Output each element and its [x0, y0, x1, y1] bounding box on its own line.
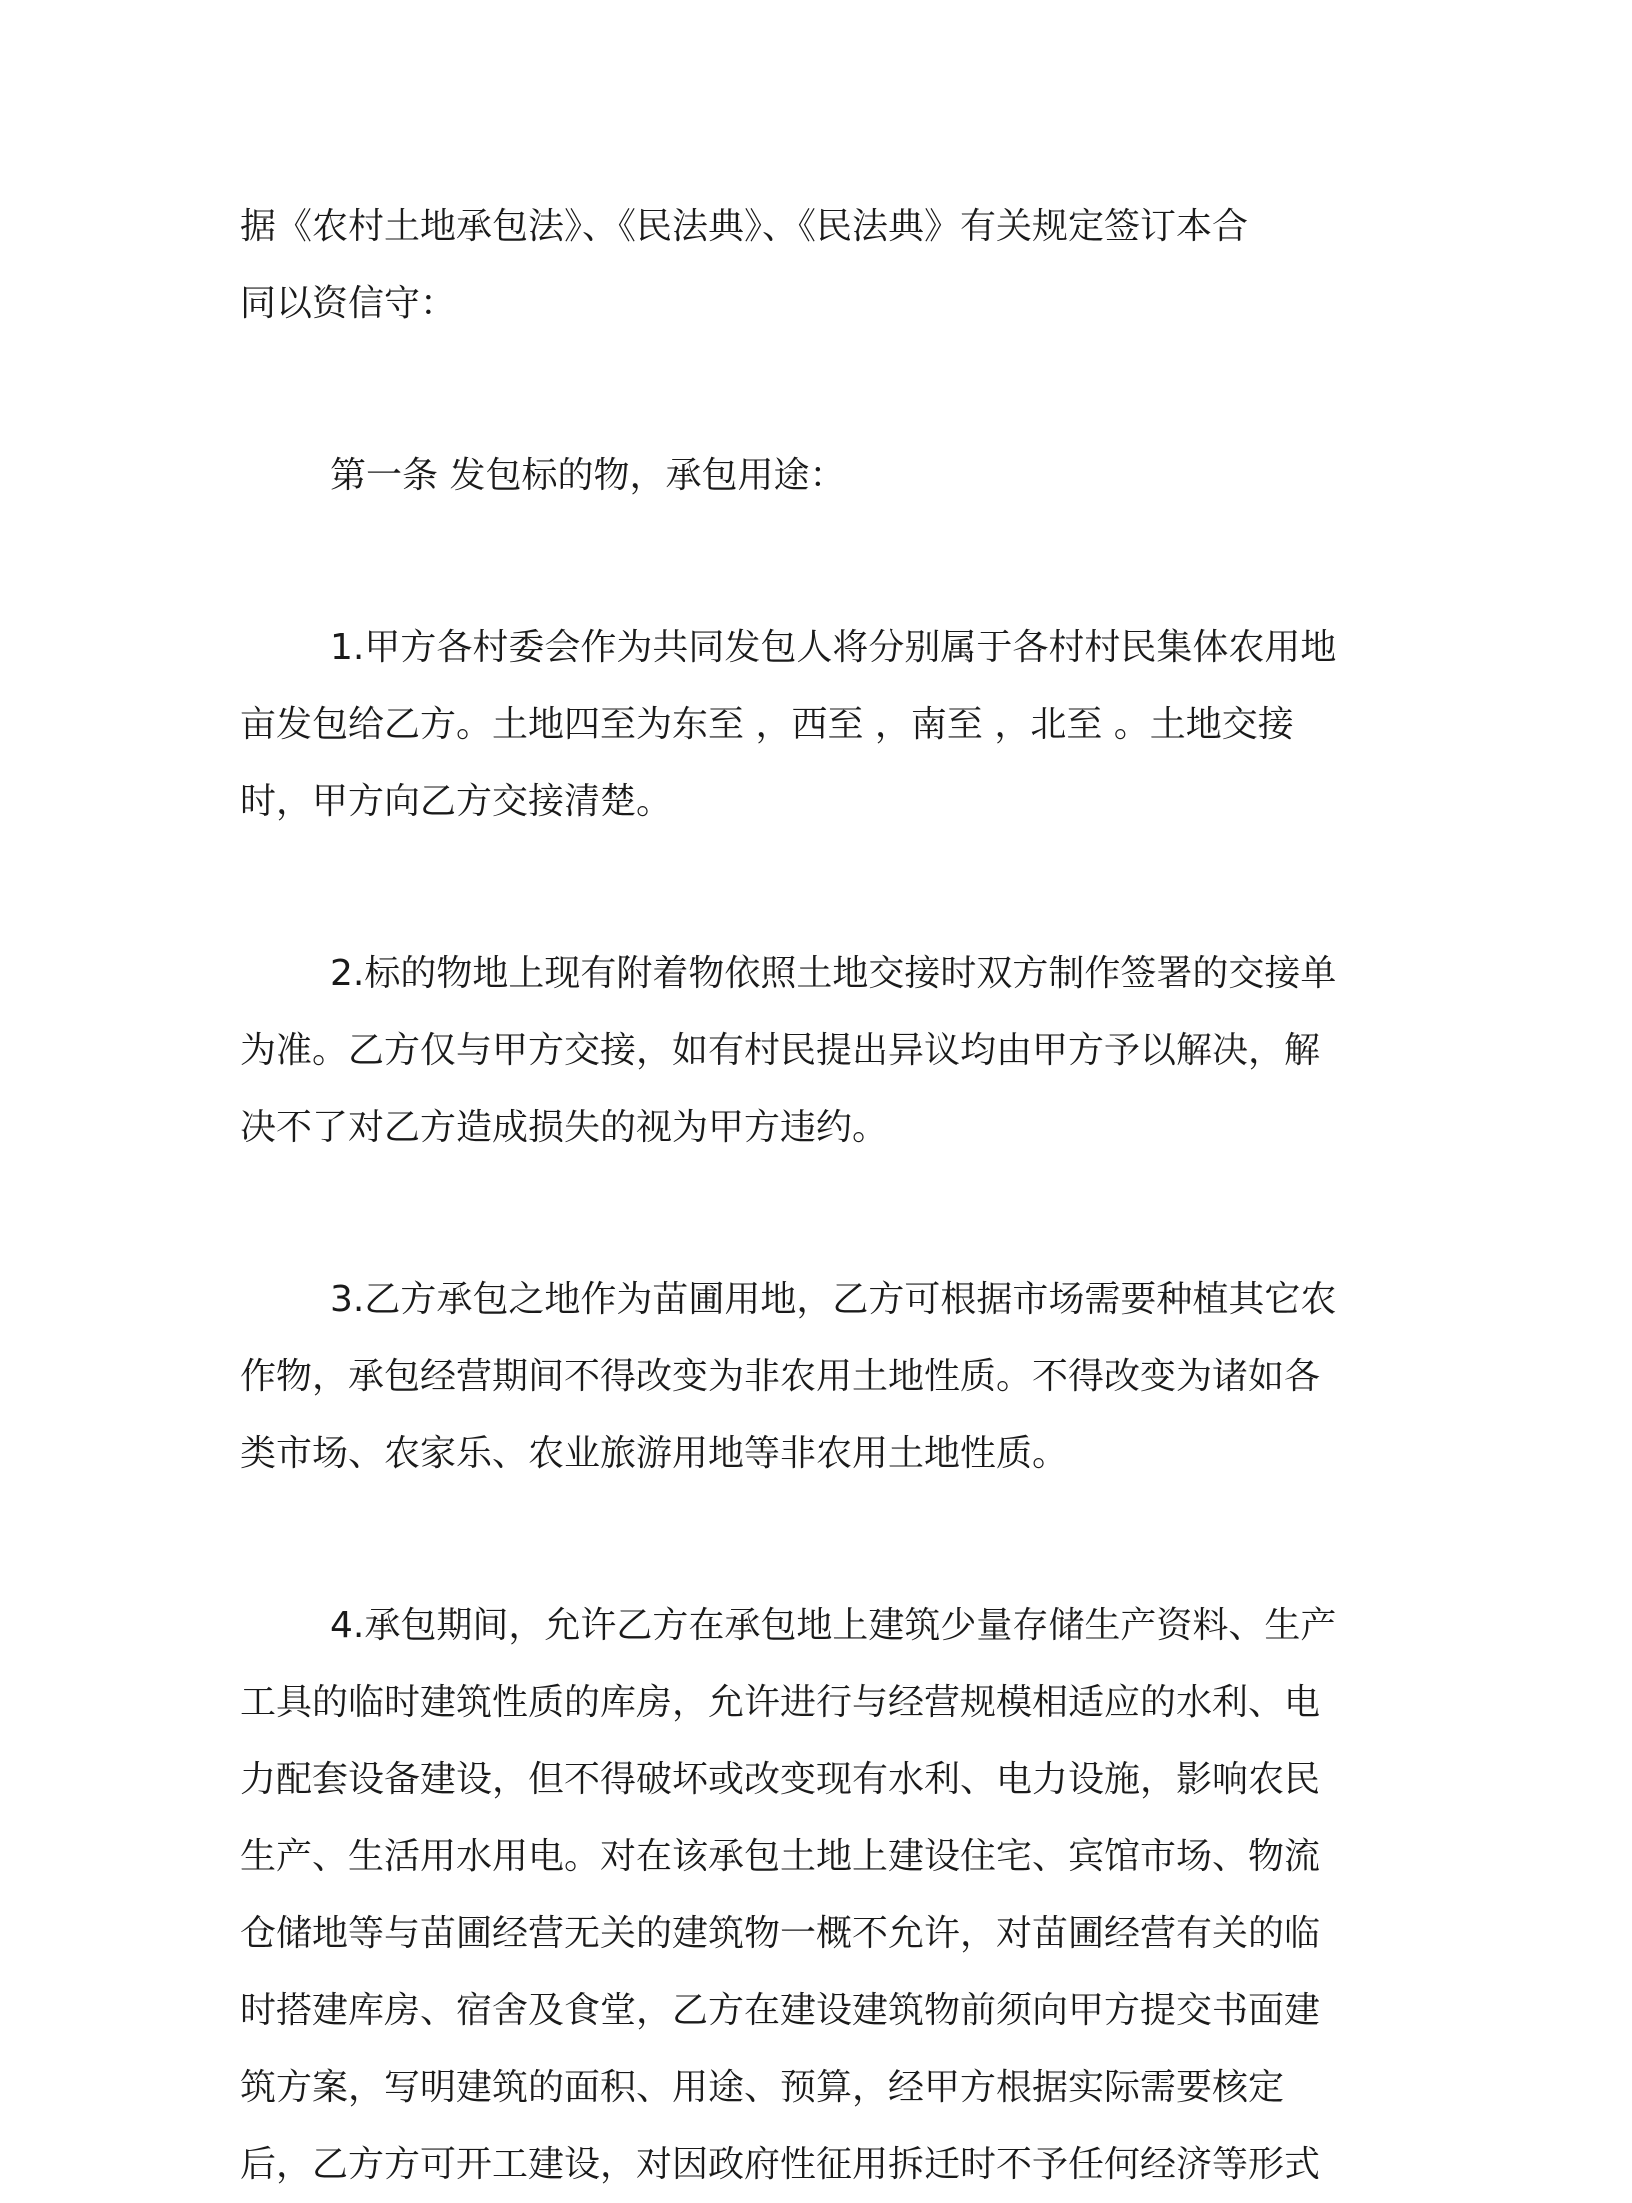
text-line: 生产、生活用水用电。对在该承包土地上建设住宅、宾馆市场、物流	[240, 1836, 1321, 1877]
clause-4-paragraph	[240, 1587, 1380, 2203]
text-line: 仓储地等与苗圃经营无关的建筑物一概不允许，对苗圃经营有关的临	[240, 1913, 1321, 1954]
text-line: 4.承包期间，允许乙方在承包地上建筑少量存储生产资料、生产	[330, 1605, 1337, 1646]
document-body	[240, 188, 1380, 2203]
text-line: 3.乙方承包之地作为苗圃用地，乙方可根据市场需要种植其它农	[330, 1279, 1337, 1320]
text-line: 后，乙方方可开工建设，对因政府性征用拆迁时不予任何经济等形式	[240, 2144, 1321, 2185]
text-line: 作物，承包经营期间不得改变为非农用土地性质。不得改变为诸如各	[240, 1356, 1321, 1397]
section-heading: 第一条 发包标的物，承包用途：	[330, 455, 846, 496]
article-1-heading	[240, 437, 1380, 514]
text-line: 2.标的物地上现有附着物依照土地交接时双方制作签署的交接单	[330, 953, 1337, 994]
text-line: 类市场、农家乐、农业旅游用地等非农用土地性质。	[240, 1433, 1069, 1474]
text-line: 同以资信守：	[240, 283, 457, 324]
text-line: 为准。乙方仅与甲方交接，如有村民提出异议均由甲方予以解决，解	[240, 1030, 1321, 1071]
intro-paragraph	[240, 188, 1380, 342]
clause-1-paragraph	[240, 609, 1380, 840]
text-line: 亩发包给乙方。土地四至为东至 ，西至 ，南至 ，北至 。土地交接	[240, 704, 1294, 745]
text-line: 时，甲方向乙方交接清楚。	[240, 781, 673, 822]
clause-2-paragraph	[240, 935, 1380, 1166]
clause-3-paragraph	[240, 1261, 1380, 1492]
text-line: 时搭建库房、宿舍及食堂，乙方在建设建筑物前须向甲方提交书面建	[240, 1990, 1321, 2031]
text-line: 筑方案，写明建筑的面积、用途、预算，经甲方根据实际需要核定	[240, 2067, 1285, 2108]
text-line: 力配套设备建设，但不得破坏或改变现有水利、电力设施，影响农民	[240, 1759, 1321, 1800]
text-line: 工具的临时建筑性质的库房，允许进行与经营规模相适应的水利、电	[240, 1682, 1321, 1723]
text-line: 据《农村土地承包法》、《民法典》、《民法典》有关规定签订本合	[240, 206, 1249, 247]
text-line: 决不了对乙方造成损失的视为甲方违约。	[240, 1107, 889, 1148]
text-line: 1.甲方各村委会作为共同发包人将分别属于各村村民集体农用地	[330, 627, 1337, 668]
